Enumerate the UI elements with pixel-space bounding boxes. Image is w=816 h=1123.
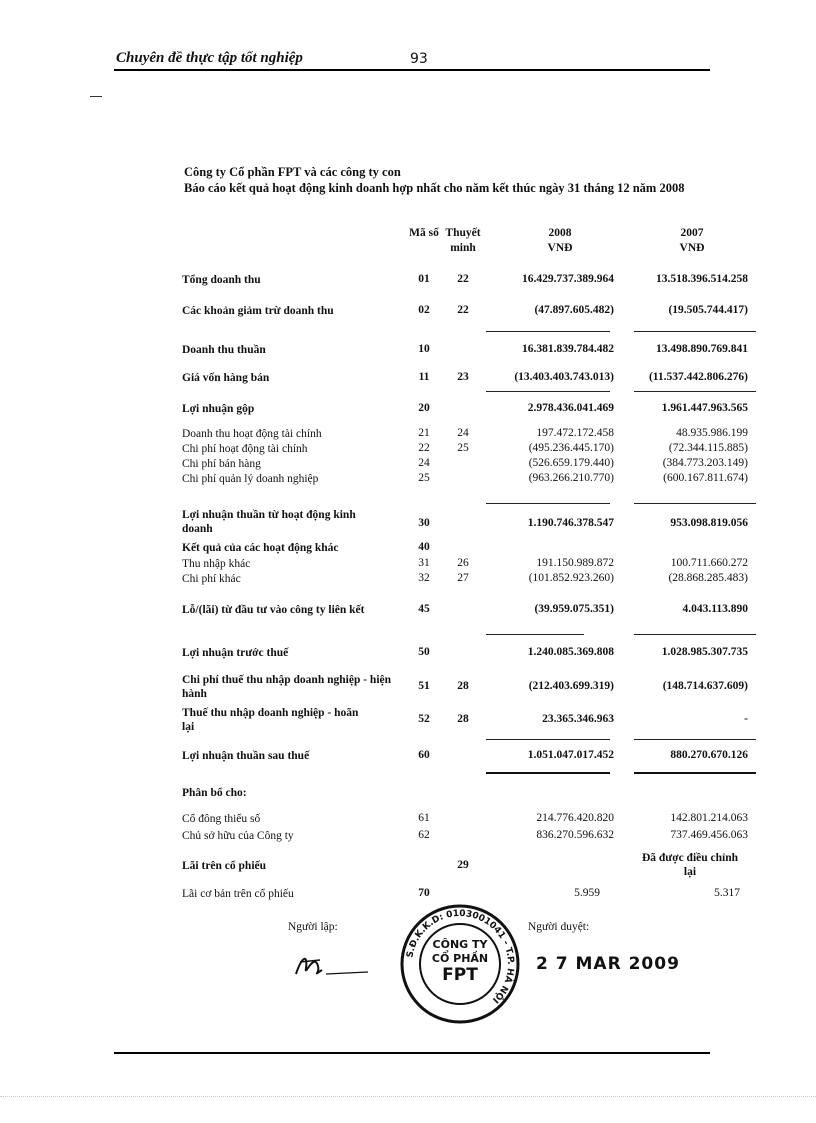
row-code: 01	[418, 273, 430, 285]
seal-ring-text: S.Đ.K.K.D: 0103001041 - T.P. HÀ NỘI	[405, 908, 516, 1005]
row-value-2007: 100.711.660.272	[670, 557, 748, 569]
row-code: 11	[418, 371, 430, 383]
subtotal-rule	[486, 331, 610, 332]
row-note: 27	[457, 572, 469, 584]
row-label: Kết quả của các hoạt động khác	[182, 542, 339, 554]
row-value-2007: 13.518.396.514.258	[656, 273, 748, 285]
row-value-2008: 16.429.737.389.964	[522, 273, 614, 285]
row-value-2008: 16.381.839.784.482	[522, 343, 614, 355]
row-code: 40	[418, 541, 430, 553]
row-code: 24	[418, 457, 430, 469]
row-label: Lỗ/(lãi) từ đầu tư vào công ty liên kết	[182, 604, 365, 616]
row-value-2008: 1.051.047.017.452	[527, 749, 614, 761]
subtotal-rule	[486, 503, 610, 504]
row-value-2007: 4.043.113.890	[682, 603, 748, 615]
margin-mark	[90, 96, 102, 97]
row-label: Thu nhập khác	[182, 558, 251, 570]
subtotal-rule	[486, 391, 610, 392]
row-value-2007: 1.961.447.963.565	[661, 402, 748, 414]
row-value-2008: (101.852.923.260)	[528, 572, 614, 584]
row-value-2008: (212.403.699.319)	[528, 680, 614, 692]
row-label: Lợi nhuận trước thuế	[182, 647, 289, 659]
row-value-2007: 13.498.890.769.841	[656, 343, 748, 355]
row-code: 31	[418, 557, 430, 569]
row-value-2007: 953.098.819.056	[670, 517, 748, 529]
seal-icon	[398, 902, 522, 1026]
row-value-2008: 1.190.746.378.547	[527, 517, 614, 529]
subtotal-rule	[634, 634, 756, 635]
seal-line-3: FPT	[442, 965, 478, 985]
row-note: 28	[457, 713, 469, 725]
row-value-2008: 23.365.346.963	[542, 713, 614, 725]
row-label: Lãi trên cổ phiếu	[182, 860, 267, 872]
row-label: Chi phí quản lý doanh nghiệp	[182, 473, 319, 485]
row-note: 25	[457, 442, 469, 454]
row-code: 52	[418, 713, 430, 725]
row-code: 50	[418, 646, 430, 658]
row-label: Doanh thu thuần	[182, 344, 266, 356]
row-value-2007: (11.537.442.806.276)	[648, 371, 748, 383]
row-code: 61	[418, 812, 430, 824]
row-label: Chi phí bán hàng	[182, 458, 261, 470]
row-label: Giá vốn hàng bán	[182, 372, 270, 384]
row-value-2007: (384.773.203.149)	[662, 457, 748, 469]
company-seal	[398, 902, 522, 1005]
row-code: 51	[418, 680, 430, 692]
total-rule	[634, 772, 756, 774]
row-label: Chi phí khác	[182, 573, 241, 585]
row-value-2007: (28.868.285.483)	[668, 572, 748, 584]
page-edge	[0, 1096, 816, 1097]
subtotal-rule	[634, 331, 756, 332]
subtotal-rule	[634, 739, 756, 740]
row-code: 21	[418, 427, 430, 439]
header-rule	[114, 69, 710, 71]
row-value-2007: (600.167.811.674)	[663, 472, 748, 484]
row-value-2008: (39.959.075.351)	[534, 603, 614, 615]
date-stamp: 2 7 MAR 2009	[536, 954, 680, 974]
subtotal-rule	[486, 634, 584, 635]
row-label: Các khoản giảm trừ doanh thu	[182, 305, 334, 317]
row-label: Cổ đông thiểu số	[182, 813, 261, 825]
row-code: 30	[418, 517, 430, 529]
row-label: Chủ sở hữu của Công ty	[182, 830, 294, 842]
column-header-note: Thuyết minh	[445, 227, 481, 254]
seal-line-2: CỔ PHẦN	[431, 952, 489, 965]
row-value-2007: (148.714.637.609)	[662, 680, 748, 692]
row-note: 23	[457, 371, 469, 383]
row-value-2007: 142.801.214.063	[670, 812, 748, 824]
header-title: Chuyên đề thực tập tốt nghiệp	[116, 50, 303, 66]
row-value-2008: 191.150.989.872	[536, 557, 614, 569]
page-number: 93	[410, 51, 428, 67]
row-value-2007: 737.469.456.063	[670, 829, 748, 841]
report-title: Báo cáo kết quả hoạt động kinh doanh hợp nhất cho năm kết thúc ngày 31 tháng 12 năm 2008	[184, 181, 685, 195]
row-label: Phân bổ cho:	[182, 787, 247, 799]
row-value-2007: -	[744, 713, 748, 725]
signature-scribble-icon	[292, 948, 372, 982]
row-value-2008: (963.266.210.770)	[528, 472, 614, 484]
row-label: Chi phí thuế thu nhập doanh nghiệp - hiện hành	[182, 674, 392, 700]
row-note: 29	[457, 859, 469, 871]
row-note: 22	[457, 304, 469, 316]
footer-rule	[114, 1052, 710, 1054]
subtotal-rule	[486, 739, 610, 740]
row-note: 22	[457, 273, 469, 285]
column-header-code: Mã số	[409, 227, 439, 239]
seal-line-1: CÔNG TY	[432, 938, 488, 951]
row-label: Lợi nhuận thuần từ hoạt động kinh doanh	[182, 509, 356, 535]
row-value-2007: Đã được điều chỉnh lại	[641, 852, 739, 878]
row-value-2008: 214.776.420.820	[536, 812, 614, 824]
row-value-2008: (495.236.445.170)	[528, 442, 614, 454]
row-value-2007: 48.935.986.199	[676, 427, 748, 439]
row-value-2007: 880.270.670.126	[670, 749, 748, 761]
row-value-2008: 2.978.436.041.469	[527, 402, 614, 414]
column-unit-2007: VNĐ	[679, 242, 705, 254]
row-label: Lãi cơ bản trên cổ phiếu	[182, 888, 294, 900]
row-label: Tổng doanh thu	[182, 274, 261, 286]
column-year-2007: 2007	[680, 227, 704, 239]
row-code: 60	[418, 749, 430, 761]
row-label: Chi phí hoạt động tài chính	[182, 443, 308, 455]
row-note: 24	[457, 427, 469, 439]
row-value-2008: (47.897.605.482)	[534, 304, 614, 316]
row-note: 28	[457, 680, 469, 692]
column-unit-2008: VNĐ	[547, 242, 573, 254]
row-note: 26	[457, 557, 469, 569]
row-value-2008: 5.959	[574, 887, 600, 899]
row-value-2007: 1.028.985.307.735	[661, 646, 748, 658]
row-code: 70	[418, 887, 430, 899]
row-code: 32	[418, 572, 430, 584]
row-code: 62	[418, 829, 430, 841]
row-code: 25	[418, 472, 430, 484]
row-code: 22	[418, 442, 430, 454]
row-label: Lợi nhuận gộp	[182, 403, 255, 415]
column-header-2008	[520, 226, 600, 256]
row-code: 20	[418, 402, 430, 414]
row-value-2008: 836.270.596.632	[536, 829, 614, 841]
row-value-2007: 5.317	[714, 887, 740, 899]
column-header-2007	[652, 226, 732, 256]
subtotal-rule	[634, 391, 756, 392]
company-name: Công ty Cổ phần FPT và các công ty con	[184, 165, 401, 179]
row-code: 10	[418, 343, 430, 355]
total-rule	[486, 772, 610, 774]
row-label: Doanh thu hoạt động tài chính	[182, 428, 322, 440]
row-value-2007: (72.344.115.885)	[668, 442, 748, 454]
column-year-2008: 2008	[548, 227, 572, 239]
subtotal-rule	[634, 503, 756, 504]
row-code: 02	[418, 304, 430, 316]
prepared-by-label: Người lập:	[288, 921, 338, 933]
row-code: 45	[418, 603, 430, 615]
row-value-2007: (19.505.744.417)	[668, 304, 748, 316]
row-value-2008: 197.472.172.458	[536, 427, 614, 439]
row-value-2008: (526.659.179.440)	[528, 457, 614, 469]
row-label: Lợi nhuận thuần sau thuế	[182, 750, 310, 762]
approved-by-label: Người duyệt:	[528, 921, 590, 933]
row-label: Thuế thu nhập doanh nghiệp - hoãn lại	[182, 707, 359, 733]
row-value-2008: 1.240.085.369.808	[527, 646, 614, 658]
row-value-2008: (13.403.403.743.013)	[514, 371, 614, 383]
